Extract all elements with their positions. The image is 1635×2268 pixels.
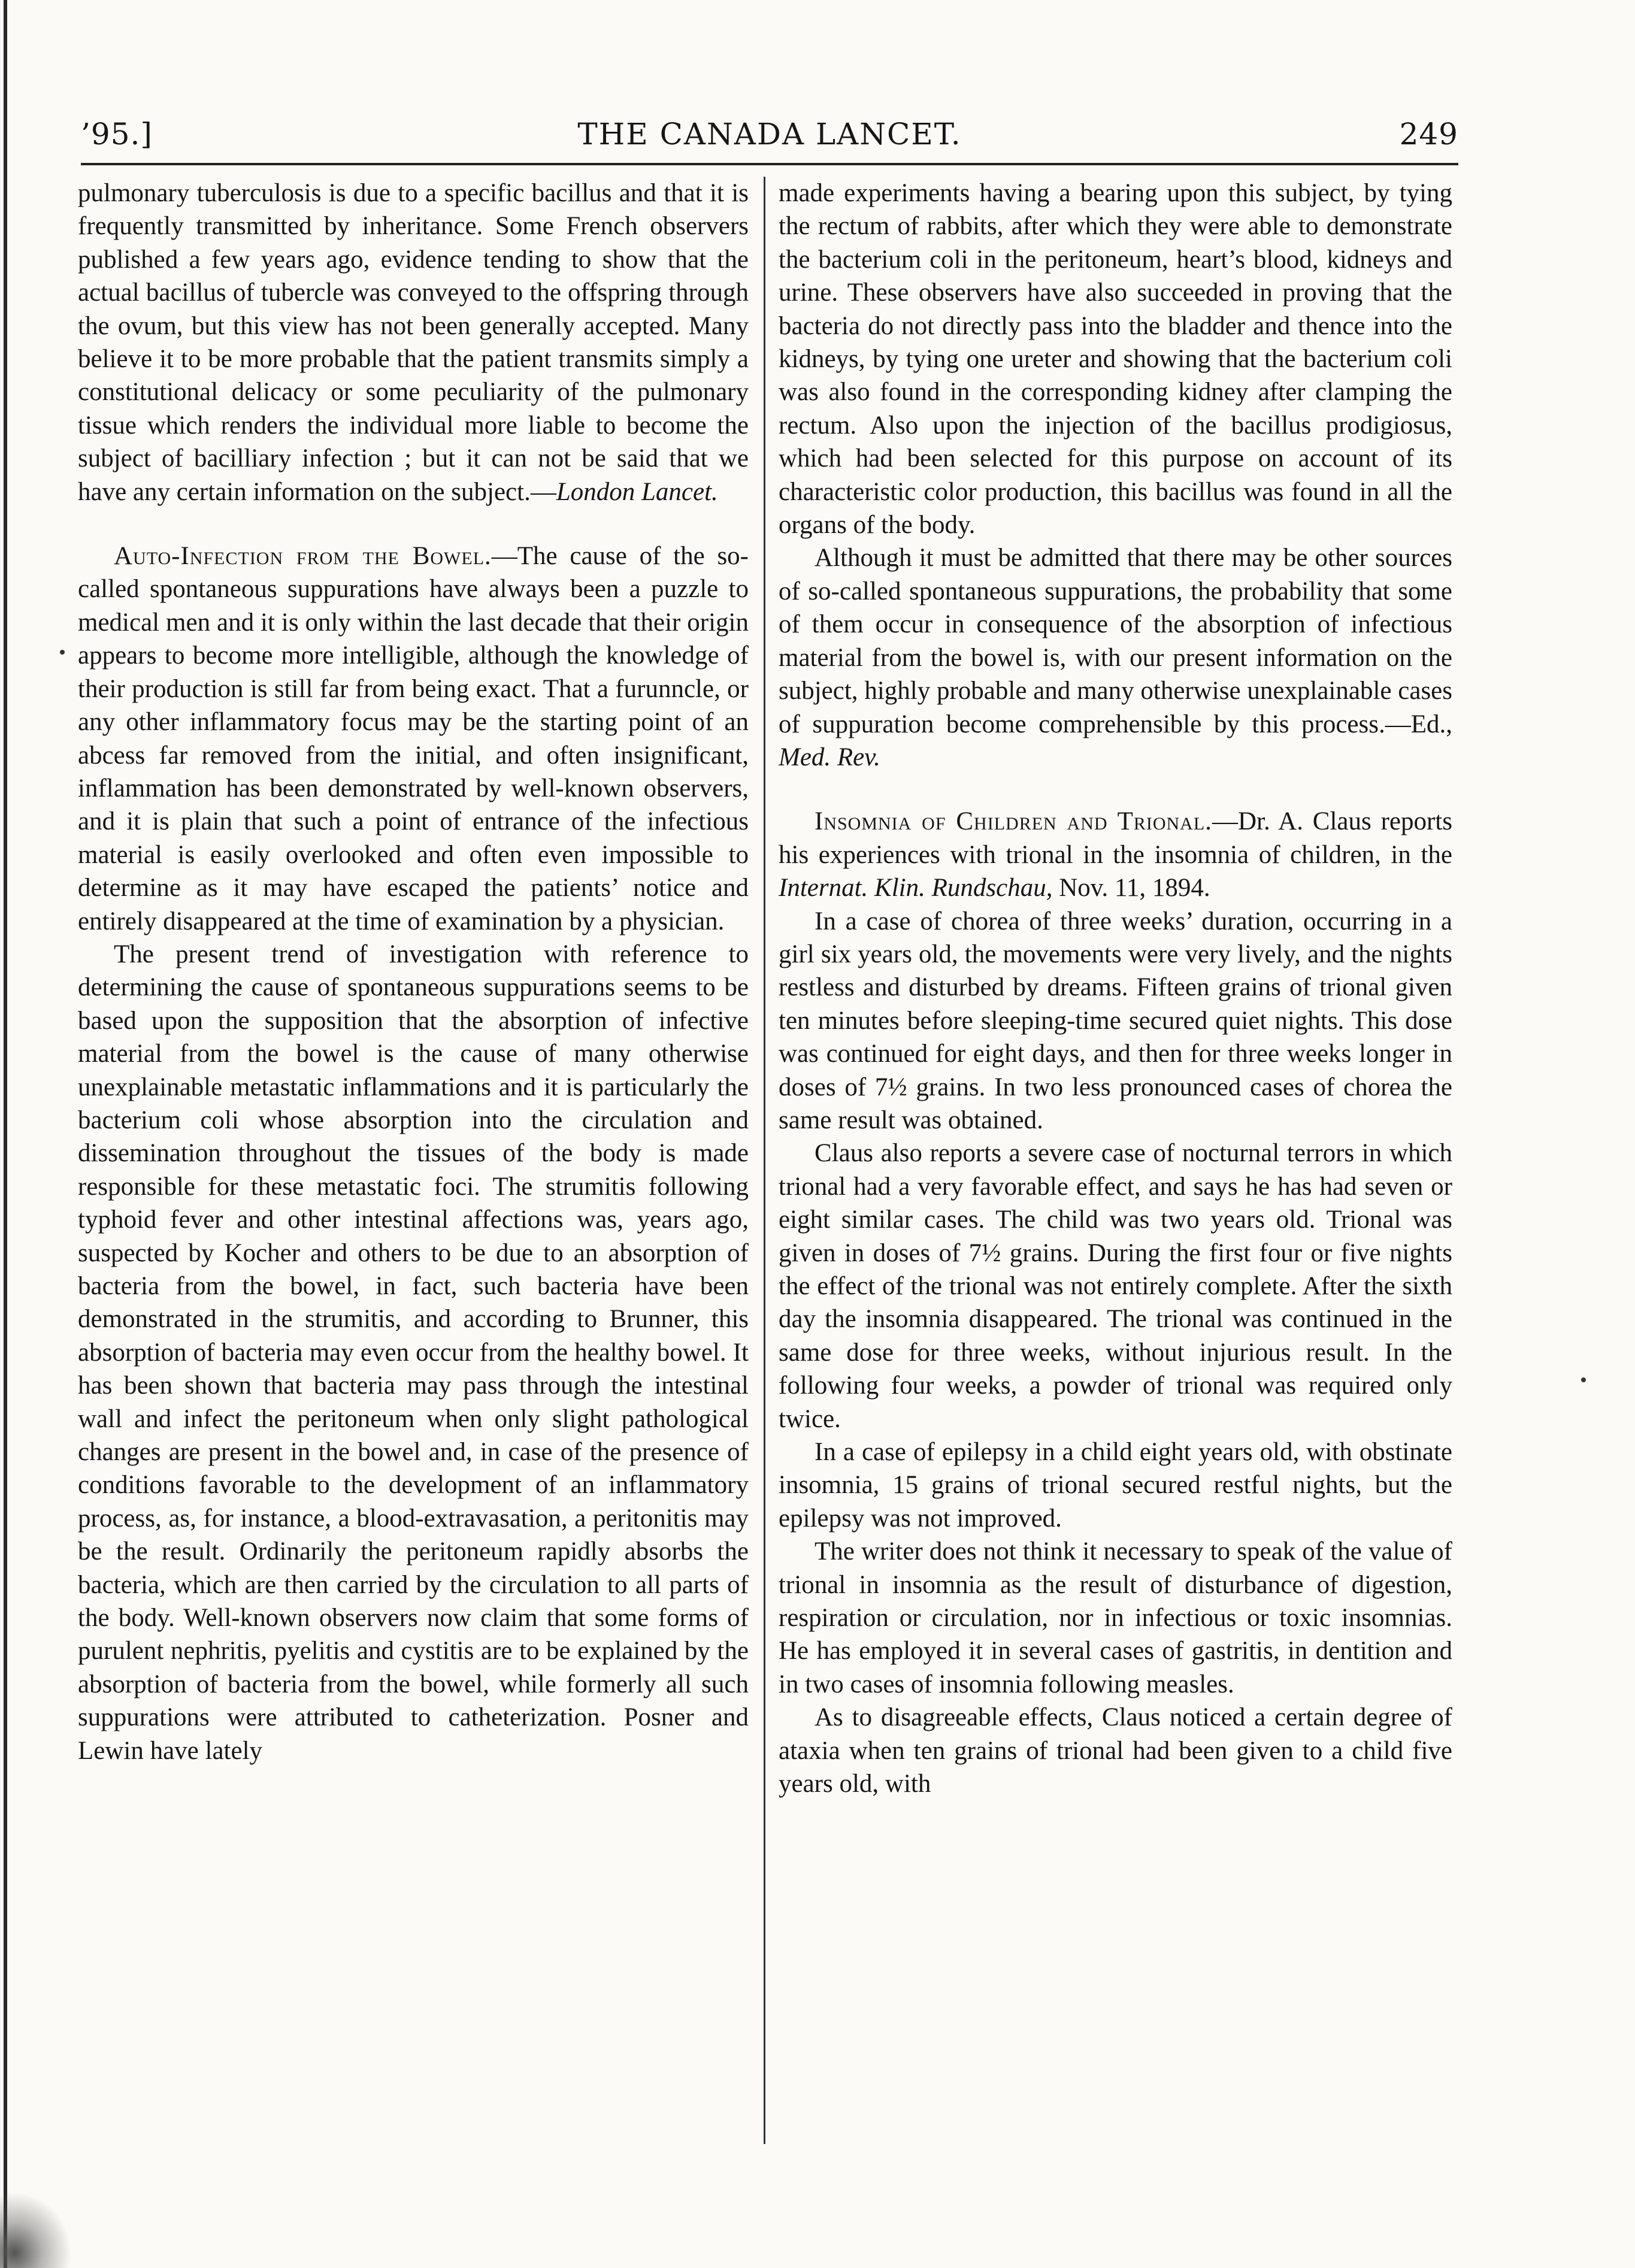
paragraph-text: Claus also reports a severe case of nocturnal terrors in which trional had a very favorable effect, and says he has had seven or eight similar cases. The child was two years old. Trional was given in doses of 7½ grains. During the first four or five nights the effect of the trional was not entirely complete. After the sixth day the insomnia disappeared. The trional was continued in the same dose for three weeks, without injurious result. In the following four weeks, a powder of trional was required only twice. — [779, 1139, 1452, 1433]
paragraph — [779, 805, 1452, 904]
source-citation: Med. Rev. — [779, 743, 880, 771]
paragraph — [779, 1436, 1452, 1535]
paragraph — [779, 541, 1452, 774]
binding-edge — [4, 0, 7, 2268]
paragraph-text: As to disagreeable effects, Claus noticed a certain degree of ataxia when ten grains of trional had been given to a child five years old, with — [779, 1703, 1452, 1798]
paragraph-text: In a case of chorea of three weeks’ duration, occurring in a girl six years old, the movements were very lively, and the nights restless and disturbed by dreams. Fifteen grains of trional given ten minutes before sleeping-time secured quiet nights. This dose was continued for eight days, and then for three weeks longer in doses of 7½ grains. In two less pronounced cases of chorea the same result was obtained. — [779, 907, 1452, 1134]
header-journal-title: THE CANADA LANCET. — [577, 117, 962, 152]
header-rule — [81, 163, 1458, 165]
paragraph-text: pulmonary tuberculosis is due to a specific bacillus and that it is frequently transmitted by inheritance. Some French observers published a few years ago, evidence tending to show that the actual bacillus of tubercle was conveyed to the offspring through the ovum, but this view has not been generally accepted. Many believe it to be more probable that the patient transmits simply a constitutional delicacy or some peculiarity of the pulmonary tissue which renders the individual more liable to become the subject of bacilliary infection ; but it can not be said that we have any certain information on the subject.— — [78, 179, 749, 506]
paragraph — [78, 938, 749, 1767]
header-page-number: 249 — [1399, 117, 1458, 152]
paragraph-text: The writer does not think it necessary to speak of the value of trional in insomnia as the result of disturbance of digestion, respiration or circulation, nor in infectious or toxic insomnias. He has employed it in several cases of gastritis, in dentition and in two cases of insomnia following measles. — [779, 1537, 1452, 1698]
paragraph — [779, 1701, 1452, 1800]
paragraph — [779, 1137, 1452, 1436]
paragraph-text: The present trend of investigation with reference to determining the cause of spontaneous suppurations seems to be based upon the supposition that the absorption of infective material from the bowel is the cause of many otherwise unexplainable metastatic inflammations and it is particularly the bacterium coli whose absorption into the circulation and dissemination throughout the tissues of the body is made responsible for these metastatic foci. The strumitis following typhoid fever and other intestinal affections was, years ago, suspected by Kocher and others to be due to an absorption of bacteria from the bowel, in fact, such bacteria have been demonstrated in the strumitis, and according to Brunner, this absorption of bacteria may even occur from the healthy bowel. It has been shown that bacteria may pass through the intestinal wall and infect the peritoneum when only slight pathological changes are present in the bowel and, in case of the presence of conditions favorable to the development of an inflammatory process, as, for instance, a blood-extravasation, a peritonitis may be the result. Ordinarily the peritoneum rapidly absorbs the bacteria, which are then carried by the circulation to all parts of the body. Well-known observers now claim that some forms of purulent nephritis, pyelitis and cystitis are to be explained by the absorption of bacteria from the bowel, while formerly all such suppurations were attributed to catheterization. Posner and Lewin have lately — [78, 940, 749, 1765]
journal-citation: Internat. Klin. Rundschau, — [779, 874, 1053, 903]
paragraph — [779, 1535, 1452, 1701]
paragraph — [78, 177, 749, 508]
paragraph-text: Although it must be admitted that there may be other sources of so-called spontaneous suppurations, the probability that some of them occur in consequence of the absorption of infectious material from the bowel is, with our present information on the subject, highly probable and many otherwise unexplainable cases of suppuration become comprehensible by this process.—Ed., — [779, 544, 1452, 738]
ink-speck — [1581, 1377, 1586, 1382]
column-divider — [764, 177, 765, 2144]
article-title: Auto-Infection from the Bowel. — [114, 542, 492, 571]
paragraph — [78, 540, 749, 938]
right-column — [779, 177, 1452, 2144]
paragraph — [779, 905, 1452, 1137]
paragraph-text: In a case of epilepsy in a child eight years old, with obstinate insomnia, 15 grains of trional secured restful nights, but the epilepsy was not improved. — [779, 1438, 1452, 1533]
paragraph-text: —The cause of the so-called spontaneous suppurations have always been a puzzle to medical men and it is only within the last decade that their origin appears to become more intelligible, although the knowledge of their production is still far from being exact. That a furunncle, or any other inflammatory focus may be the starting point of an abcess far removed from the initial, and often insignificant, inflammation has been demonstrated by well-known observers, and it is plain that such a point of entrance of the infectious material is easily overlooked and often even impossible to determine as it may have escaped the patients’ notice and entirely disappeared at the time of examination by a physician. — [78, 542, 749, 935]
running-header — [81, 117, 1458, 159]
article-title: Insomnia of Children and Trional. — [815, 807, 1212, 836]
paragraph-text: made experiments having a bearing upon this subject, by tying the rectum of rabbits, after which they were able to demonstrate the bacterium coli in the peritoneum, heart’s blood, kidneys and urine. These observers have also succeeded in proving that the bacteria do not directly pass into the bladder and thence into the kidneys, by tying one ureter and showing that the bacterium coli was also found in the corresponding kidney after clamping the rectum. Also upon the injection of the bacillus prodigiosus, which had been selected for this purpose on account of its characteristic color production, this bacillus was found in all the organs of the body. — [779, 179, 1452, 540]
paragraph-text: Nov. 11, 1894. — [1052, 874, 1210, 903]
left-column — [78, 177, 749, 2144]
page-smudge — [0, 2192, 72, 2268]
ink-speck — [60, 650, 65, 655]
paragraph-text: —Dr. A. Claus reports his experiences with trional in the insomnia of children, in the — [779, 807, 1452, 869]
source-citation: London Lancet. — [556, 477, 718, 506]
header-year: ’95.] — [81, 117, 153, 152]
paragraph — [779, 177, 1452, 541]
